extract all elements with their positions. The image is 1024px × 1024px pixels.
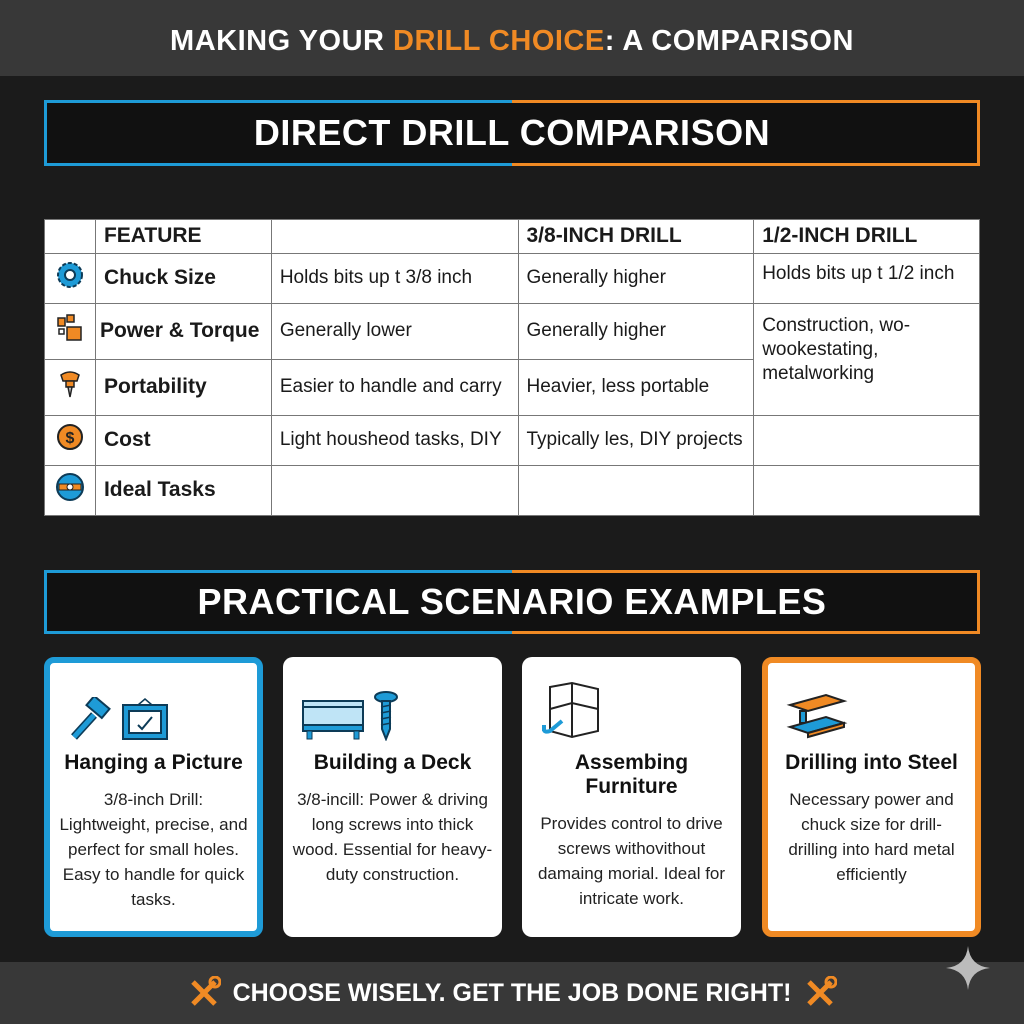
hammer-icon bbox=[68, 697, 112, 741]
section-header-comparison bbox=[44, 100, 980, 166]
power-blocks-icon bbox=[45, 303, 96, 359]
screw-icon bbox=[373, 691, 399, 741]
scenario-card bbox=[44, 657, 263, 937]
cell: Easier to handle and carry bbox=[271, 359, 518, 415]
section-header-scenarios bbox=[44, 570, 980, 634]
scenario-card bbox=[283, 657, 502, 937]
furniture-box-icon bbox=[540, 681, 602, 741]
table-header-row bbox=[45, 220, 980, 254]
cell bbox=[754, 415, 980, 465]
sparkle-icon bbox=[944, 944, 992, 992]
table-header-cell bbox=[45, 220, 96, 254]
svg-text:$: $ bbox=[65, 430, 75, 448]
card-title: Building a Deck bbox=[313, 751, 472, 774]
cell: Typically les, DIY projects bbox=[518, 415, 754, 465]
title-bar bbox=[0, 0, 1024, 76]
footer-bar bbox=[0, 962, 1024, 1024]
wrench-screwdriver-icon bbox=[187, 976, 221, 1010]
scenario-card bbox=[522, 657, 741, 937]
section-title: DIRECT DRILL COMPARISON bbox=[253, 112, 771, 153]
cell: Holds bits up t 1/2 inch bbox=[754, 253, 980, 303]
page-title bbox=[170, 25, 854, 58]
feature-label: Ideal Tasks bbox=[95, 465, 271, 515]
dollar-coin-icon bbox=[45, 415, 96, 465]
feature-label: Cost bbox=[95, 415, 271, 465]
card-text: Provides control to drive screws withovithout damaing morial. Ideal for intricate work. bbox=[537, 814, 726, 908]
cell: Generally higher bbox=[518, 303, 754, 359]
card-title: Drilling into Steel bbox=[785, 751, 958, 774]
scenario-card bbox=[762, 657, 981, 937]
card-title: Hanging a Picture bbox=[64, 751, 243, 774]
table-header-cell: 1/2-INCH DRILL bbox=[754, 220, 980, 254]
deck-icon bbox=[301, 697, 365, 741]
cell bbox=[754, 465, 980, 515]
table-row bbox=[45, 465, 980, 515]
feature-label: Chuck Size bbox=[95, 253, 271, 303]
feature-label: Power & Torque bbox=[95, 303, 271, 359]
title-post: : A COMPARISON bbox=[604, 24, 854, 57]
cell bbox=[271, 465, 518, 515]
tasks-icon bbox=[45, 465, 96, 515]
card-title: Assembing Furniture bbox=[574, 751, 689, 798]
table-header-cell: FEATURE bbox=[95, 220, 271, 254]
feature-label: Portability bbox=[95, 359, 271, 415]
title-highlight: DRILL CHOICE bbox=[393, 24, 605, 57]
comparison-table bbox=[44, 219, 980, 516]
cell: Construction, wo- wookestating, metalworking bbox=[754, 303, 980, 415]
card-text: 3/8-inch Drill: Lightweight, precise, and perfect for small holes. Easy to handle for quick tasks. bbox=[59, 790, 248, 909]
cell: Heavier, less portable bbox=[518, 359, 754, 415]
steel-beam-icon bbox=[786, 691, 848, 741]
title-pre: MAKING YOUR bbox=[170, 24, 394, 57]
card-text: 3/8-incill: Power & driving long screws into thick wood. Essential for heavy-duty construction. bbox=[292, 790, 493, 884]
cell bbox=[518, 465, 754, 515]
picture-frame-icon bbox=[120, 697, 170, 741]
footer-text: CHOOSE WISELY. GET THE JOB DONE RIGHT! bbox=[232, 978, 792, 1007]
cell: Light housheod tasks, DIY bbox=[271, 415, 518, 465]
table-header-cell bbox=[271, 220, 518, 254]
gear-icon bbox=[45, 253, 96, 303]
table-row bbox=[45, 415, 980, 465]
cell: Holds bits up t 3/8 inch bbox=[271, 253, 518, 303]
cell: Generally lower bbox=[271, 303, 518, 359]
wrench-screwdriver-icon bbox=[803, 976, 837, 1010]
card-text: Necessary power and chuck size for drill- drilling into hard metal efficiently bbox=[788, 790, 955, 884]
section-title: PRACTICAL SCENARIO EXAMPLES bbox=[197, 581, 827, 622]
cell: Generally higher bbox=[518, 253, 754, 303]
table-header-cell: 3/8-INCH DRILL bbox=[518, 220, 754, 254]
table-row bbox=[45, 253, 980, 303]
drill-bit-icon bbox=[45, 359, 96, 415]
table-row bbox=[45, 303, 980, 359]
